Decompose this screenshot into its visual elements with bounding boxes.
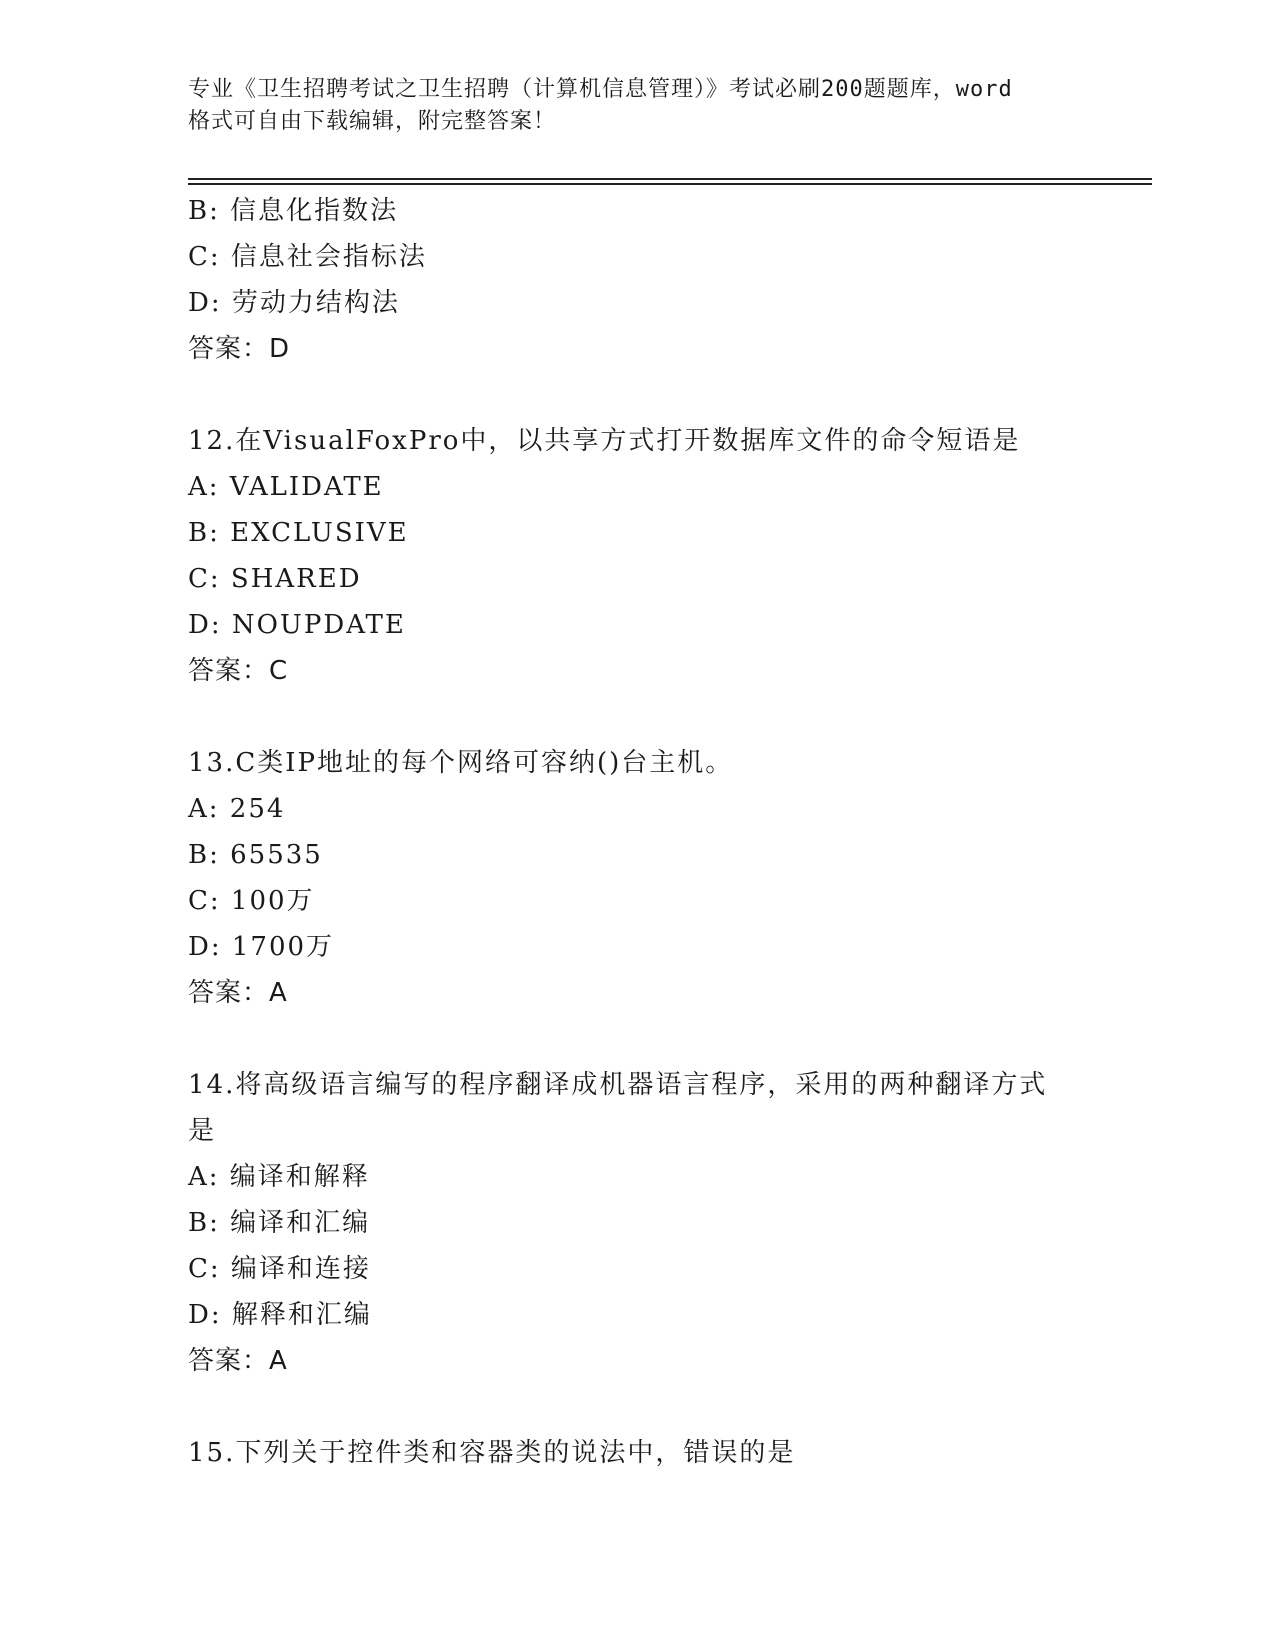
- answer-line: 答案：D: [188, 334, 291, 364]
- option-a: A: 编译和解释: [188, 1162, 370, 1192]
- option-c: C: 编译和连接: [188, 1254, 371, 1284]
- question-11-tail: [188, 188, 1128, 372]
- option-a: A: 254: [188, 794, 286, 824]
- answer-line: 答案：C: [188, 656, 289, 686]
- option-c: C: SHARED: [188, 564, 362, 594]
- question-text: 12.在VisualFoxPro中，以共享方式打开数据库文件的命令短语是: [188, 426, 1021, 456]
- header-divider-top: [188, 178, 1152, 180]
- option-d: D: 解释和汇编: [188, 1300, 372, 1330]
- question-15: [188, 1430, 1128, 1476]
- header-line-1: 专业《卫生招聘考试之卫生招聘（计算机信息管理）》考试必刷200题题库，word: [188, 77, 1013, 102]
- question-text: 13.C类IP地址的每个网络可容纳()台主机。: [188, 748, 734, 778]
- document-header: [188, 74, 1088, 138]
- question-13: [188, 740, 1128, 1016]
- option-d: D: NOUPDATE: [188, 610, 406, 640]
- question-text: 15.下列关于控件类和容器类的说法中，错误的是: [188, 1438, 796, 1468]
- spacer: [188, 694, 1128, 740]
- answer-line: 答案：A: [188, 978, 288, 1008]
- question-12: [188, 418, 1128, 694]
- option-a: A: VALIDATE: [188, 472, 384, 502]
- option-d: D: 劳动力结构法: [188, 288, 400, 318]
- question-text-line-1: 14.将高级语言编写的程序翻译成机器语言程序，采用的两种翻译方式: [188, 1070, 1048, 1100]
- option-b: B: 信息化指数法: [188, 196, 399, 226]
- option-c: C: 100万: [188, 886, 315, 916]
- option-b: B: 65535: [188, 840, 323, 870]
- question-14: [188, 1062, 1128, 1384]
- header-line-2: 格式可自由下载编辑，附完整答案！: [188, 109, 557, 134]
- spacer: [188, 1016, 1128, 1062]
- option-b: B: EXCLUSIVE: [188, 518, 409, 548]
- question-content: [188, 188, 1128, 1476]
- question-text-line-2: 是: [188, 1116, 217, 1146]
- spacer: [188, 1384, 1128, 1430]
- answer-line: 答案：A: [188, 1346, 288, 1376]
- spacer: [188, 372, 1128, 418]
- option-b: B: 编译和汇编: [188, 1208, 371, 1238]
- header-divider-bottom: [188, 183, 1152, 185]
- option-d: D: 1700万: [188, 932, 335, 962]
- option-c: C: 信息社会指标法: [188, 242, 427, 272]
